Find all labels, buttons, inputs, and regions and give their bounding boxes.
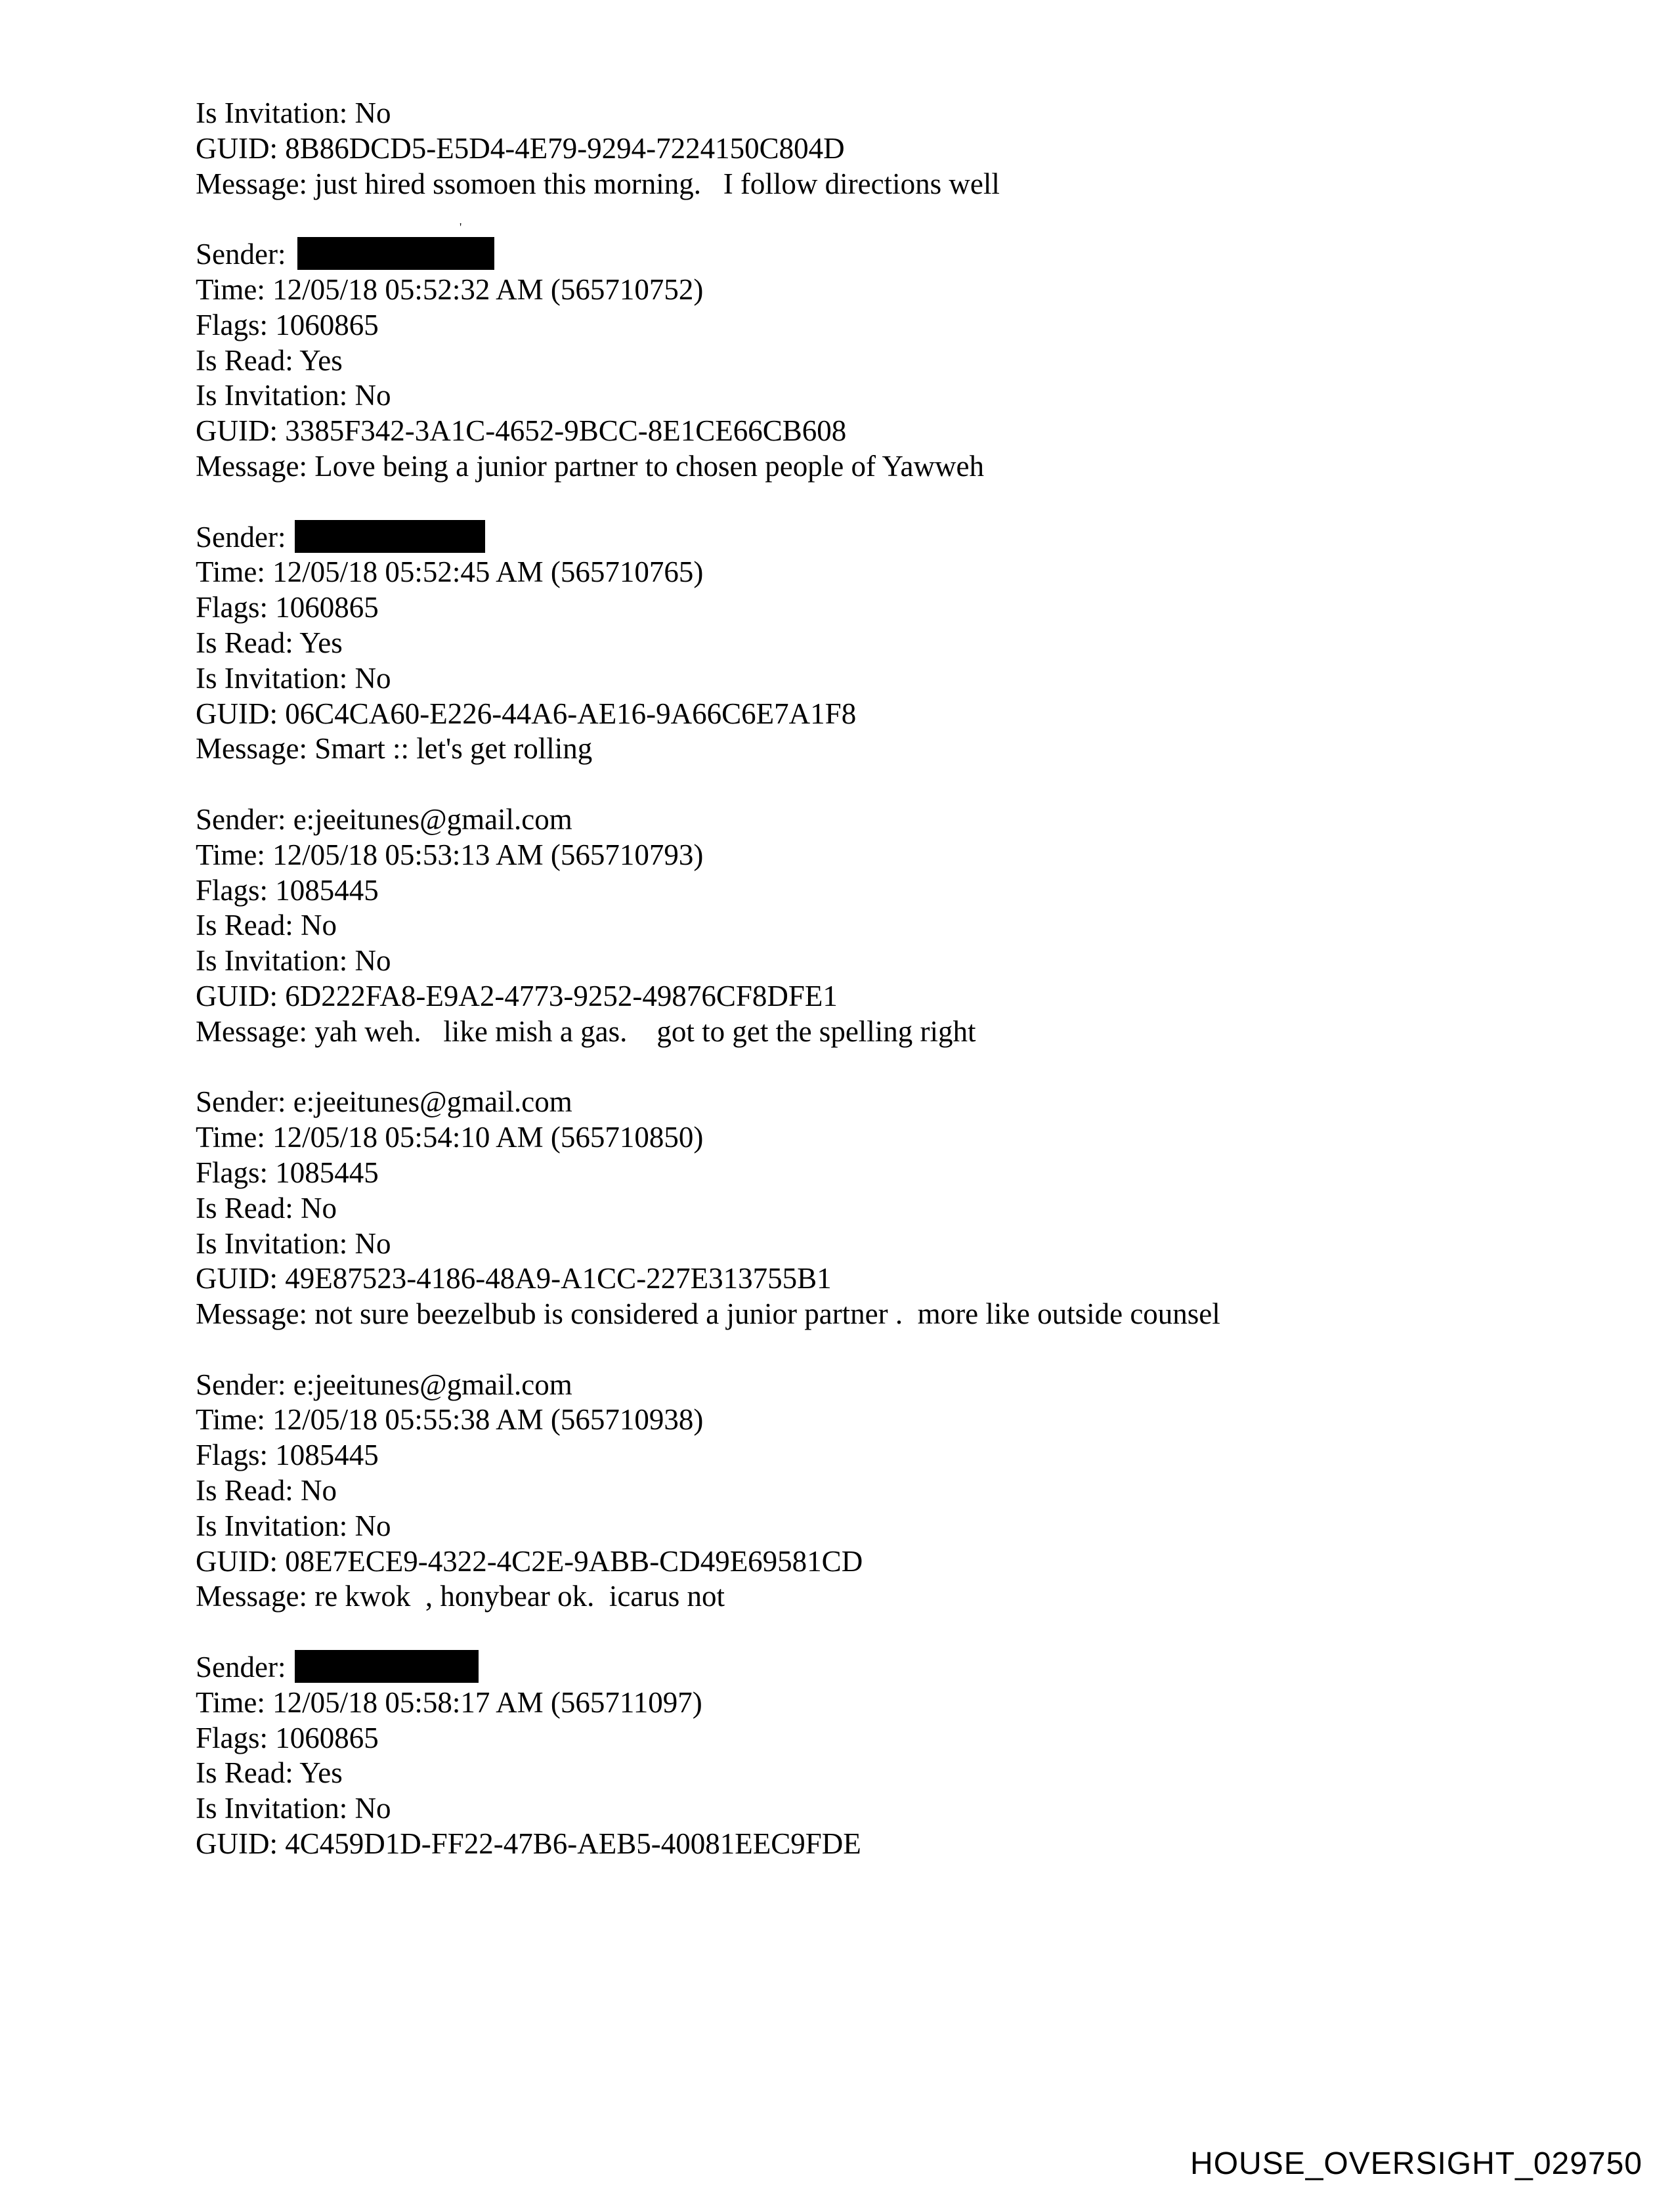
message-line: Message: yah weh. like mish a gas. got to get the spelling right — [196, 1014, 976, 1048]
flags-line: Flags: 1060865 — [196, 308, 379, 341]
sender-line — [196, 237, 1574, 272]
record-spacer — [196, 767, 1574, 802]
invitation-line: Is Invitation: No — [196, 1792, 391, 1825]
is-read-line: Is Read: Yes — [196, 626, 343, 659]
guid-line: GUID: 06C4CA60-E226-44A6-AE16-9A66C6E7A1F8 — [196, 697, 857, 730]
message-line: Message: re kwok , honybear ok. icarus not — [196, 1580, 725, 1613]
guid-line: GUID: 4C459D1D-FF22-47B6-AEB5-40081EEC9FDE — [196, 1827, 861, 1861]
message-line: Message: just hired ssomoen this morning. I follow directions well — [196, 167, 1000, 200]
redaction-block — [295, 520, 485, 553]
invitation-line: Is Invitation: No — [196, 661, 391, 695]
guid-line: GUID: 6D222FA8-E9A2-4773-9252-49876CF8DFE1 — [196, 979, 838, 1012]
is-read-line: Is Read: No — [196, 1474, 337, 1507]
time-line: Time: 12/05/18 05:54:10 AM (565710850) — [196, 1121, 704, 1154]
sender-line: Sender: e:jeeitunes@gmail.com — [196, 802, 572, 836]
record-spacer — [196, 1615, 1574, 1650]
guid-line: GUID: 08E7ECE9-4322-4C2E-9ABB-CD49E69581CD — [196, 1544, 863, 1578]
message-record — [196, 802, 1574, 1050]
flags-line: Flags: 1085445 — [196, 873, 379, 907]
stray-mark: ' — [460, 221, 462, 234]
guid-line: GUID: 3385F342-3A1C-4652-9BCC-8E1CE66CB608 — [196, 414, 847, 448]
is-read-line: Is Read: No — [196, 909, 337, 942]
sender-label: Sender: — [196, 238, 293, 271]
time-line: Time: 12/05/18 05:55:38 AM (565710938) — [196, 1403, 704, 1437]
message-record — [196, 1085, 1574, 1332]
is-read-line: Is Read: Yes — [196, 1756, 343, 1790]
flags-line: Flags: 1060865 — [196, 591, 379, 624]
is-read-line: Is Read: No — [196, 1191, 337, 1225]
flags-line: Flags: 1085445 — [196, 1439, 379, 1472]
message-line: Message: Smart :: let's get rolling — [196, 732, 593, 766]
sender-line — [196, 520, 1574, 555]
is-read-line: Is Read: Yes — [196, 343, 343, 377]
guid-line: GUID: 49E87523-4186-48A9-A1CC-227E313755B1 — [196, 1262, 832, 1295]
message-record — [196, 1650, 1574, 1862]
sender-label: Sender: — [196, 1651, 293, 1684]
record-spacer — [196, 202, 1574, 237]
sender-line: Sender: e:jeeitunes@gmail.com — [196, 1085, 572, 1119]
redaction-block — [297, 237, 494, 270]
message-log — [196, 96, 1574, 1862]
message-record — [196, 1368, 1574, 1615]
sender-label: Sender: — [196, 520, 293, 553]
time-line: Time: 12/05/18 05:52:32 AM (565710752) — [196, 272, 704, 306]
message-record-continuation — [196, 96, 1574, 202]
bates-number: HOUSE_OVERSIGHT_029750 — [1190, 2146, 1642, 2181]
sender-line — [196, 1650, 1574, 1685]
redaction-block — [295, 1650, 479, 1683]
message-line: Message: not sure beezelbub is considered a junior partner . more like outside counsel — [196, 1297, 1220, 1331]
flags-line: Flags: 1060865 — [196, 1721, 379, 1754]
record-spacer — [196, 1050, 1574, 1085]
flags-line: Flags: 1085445 — [196, 1156, 379, 1189]
invitation-line: Is Invitation: No — [196, 944, 391, 978]
time-line: Time: 12/05/18 05:53:13 AM (565710793) — [196, 838, 704, 871]
guid-line: GUID: 8B86DCD5-E5D4-4E79-9294-7224150C804D — [196, 131, 845, 165]
record-spacer — [196, 485, 1574, 520]
invitation-line: Is Invitation: No — [196, 97, 391, 129]
time-line: Time: 12/05/18 05:52:45 AM (565710765) — [196, 555, 704, 589]
message-line: Message: Love being a junior partner to chosen people of Yawweh — [196, 449, 984, 483]
message-record — [196, 237, 1574, 485]
invitation-line: Is Invitation: No — [196, 1226, 391, 1260]
sender-line: Sender: e:jeeitunes@gmail.com — [196, 1368, 572, 1401]
invitation-line: Is Invitation: No — [196, 1509, 391, 1542]
message-record — [196, 520, 1574, 768]
record-spacer — [196, 1332, 1574, 1368]
time-line: Time: 12/05/18 05:58:17 AM (565711097) — [196, 1685, 702, 1719]
invitation-line: Is Invitation: No — [196, 379, 391, 412]
